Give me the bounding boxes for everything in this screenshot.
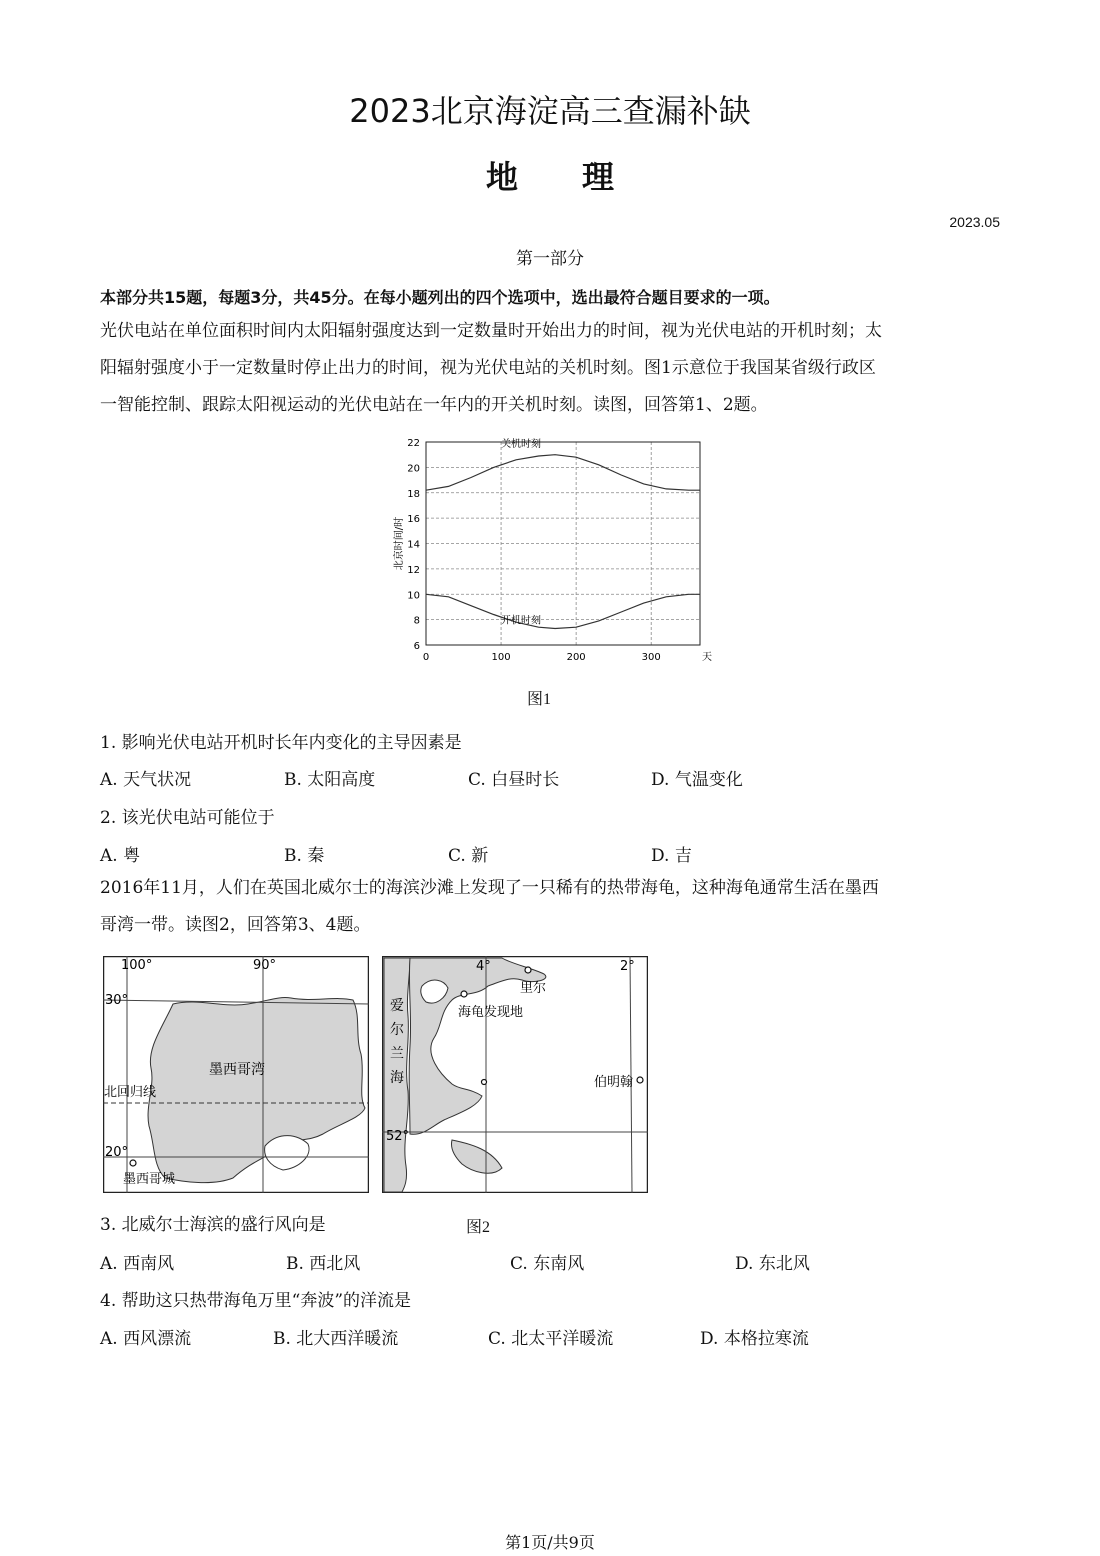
x-tick-label: 200: [566, 652, 586, 663]
intro2-line-1: 2016年11月，人们在英国北威尔士的海滨沙滩上发现了一只稀有的热带海龟，这种海龟通常生活在墨西: [100, 878, 879, 898]
fig2-caption: 图2: [466, 1219, 491, 1236]
y-tick-label: 20: [407, 463, 420, 475]
tropic-label: 北回归线: [104, 1085, 157, 1100]
x-unit-label: 天: [702, 652, 712, 663]
turtle-site-label: 海龟发现地: [458, 1005, 524, 1020]
q2-option-b[interactable]: B. 秦: [284, 846, 325, 866]
subject-char-2: 理: [582, 158, 615, 196]
sea-char-2: 尔: [390, 1022, 404, 1038]
x-tick-label: 100: [491, 652, 511, 663]
map-irish-sea: [382, 956, 648, 1193]
q1-option-c[interactable]: C. 白昼时长: [468, 770, 560, 790]
question-3-stem: 3. 北威尔士海滨的盛行风向是: [100, 1215, 326, 1235]
lon-100-label: 100°: [121, 958, 153, 973]
q3-option-d[interactable]: D. 东北风: [735, 1254, 810, 1274]
subject-title: [0, 152, 1100, 198]
x-tick-label: 300: [641, 652, 661, 663]
intro1-line-2: 阳辐射强度小于一定数量时停止出力的时间，视为光伏电站的关机时刻。图1示意位于我国某省级行政区: [100, 358, 876, 378]
q2-option-d[interactable]: D. 吉: [651, 846, 692, 866]
question-4-stem: 4. 帮助这只热带海龟万里“奔波”的洋流是: [100, 1291, 412, 1311]
lon-2-label: 2°: [620, 959, 635, 974]
q1-option-b[interactable]: B. 太阳高度: [284, 770, 376, 790]
series-line-1: [426, 455, 700, 491]
page-footer: 第1页/共9页: [505, 1533, 595, 1552]
intro-paragraph-1: [100, 313, 1000, 424]
q4-option-b[interactable]: B. 北大西洋暖流: [273, 1329, 399, 1349]
intro2-line-2: 哥湾一带。读图2，回答第3、4题。: [100, 915, 371, 935]
q4-option-d[interactable]: D. 本格拉寒流: [700, 1329, 809, 1349]
y-tick-label: 18: [407, 488, 420, 500]
turtle-site-marker: [461, 991, 467, 997]
q1-option-a[interactable]: A. 天气状况: [100, 770, 192, 790]
liverpool-marker: [525, 967, 531, 973]
q2-option-a[interactable]: A. 粤: [100, 846, 141, 866]
lon-90-label: 90°: [253, 958, 277, 973]
liverpool-label: 里尔: [520, 981, 547, 996]
lon-4-label: 4°: [476, 959, 491, 974]
lat-20-label: 20°: [105, 1145, 129, 1160]
q3-option-a[interactable]: A. 西南风: [100, 1254, 175, 1274]
series-label-2: 开机时刻: [501, 615, 542, 627]
gulf-label: 墨西哥湾: [209, 1062, 265, 1078]
q3-option-b[interactable]: B. 西北风: [286, 1254, 361, 1274]
series-line-2: [426, 594, 700, 628]
map-gulf-of-mexico: [103, 956, 369, 1193]
birmingham-label: 伯明翰: [594, 1075, 634, 1090]
x-tick-label: 0: [422, 652, 430, 663]
fig1-caption: 图1: [527, 691, 552, 708]
fig1-chart: [388, 436, 712, 664]
section-heading: 第一部分: [516, 249, 584, 269]
series-label-1: 关机时刻: [501, 439, 542, 451]
q4-option-c[interactable]: C. 北太平洋暖流: [488, 1329, 614, 1349]
question-2-stem: 2. 该光伏电站可能位于: [100, 808, 275, 828]
coast-point-marker: [482, 1080, 487, 1085]
sea-char-3: 兰: [390, 1046, 404, 1062]
document-title: 2023北京海淀高三查漏补缺: [349, 92, 751, 130]
q1-option-d[interactable]: D. 气温变化: [651, 770, 743, 790]
intro1-line-3: 一智能控制、跟踪太阳视运动的光伏电站在一年内的开关机时刻。读图，回答第1、2题。: [100, 395, 768, 415]
birmingham-marker: [637, 1077, 643, 1083]
subject-char-1: 地: [485, 158, 518, 196]
q2-option-c[interactable]: C. 新: [448, 846, 489, 866]
sea-char-4: 海: [390, 1070, 404, 1086]
y-tick-label: 16: [407, 514, 420, 526]
intro1-line-1: 光伏电站在单位面积时间内太阳辐射强度达到一定数量时开始出力的时间，视为光伏电站的开机时刻；太: [100, 321, 882, 341]
lat-30-label: 30°: [105, 993, 129, 1008]
y-tick-label: 22: [407, 438, 420, 449]
exam-date: 2023.05: [949, 214, 1000, 230]
lat-52-label: 52°: [386, 1129, 410, 1144]
intro-paragraph-2: [100, 870, 1000, 944]
question-1-stem: 1. 影响光伏电站开机时长年内变化的主导因素是: [100, 733, 462, 753]
y-tick-label: 8: [413, 615, 420, 627]
y-tick-label: 10: [407, 590, 420, 602]
y-tick-label: 12: [407, 564, 420, 576]
q3-option-c[interactable]: C. 东南风: [510, 1254, 585, 1274]
y-axis-label: 北京时间/时: [394, 516, 405, 571]
q4-option-a[interactable]: A. 西风漂流: [100, 1329, 192, 1349]
y-tick-label: 14: [407, 539, 420, 551]
sea-char-1: 爱: [390, 998, 404, 1014]
mexico-city-label: 墨西哥城: [123, 1172, 176, 1187]
y-tick-label: 6: [413, 641, 420, 652]
instructions: 本部分共15题，每题3分，共45分。在每小题列出的四个选项中，选出最符合题目要求的一项。: [100, 288, 780, 307]
